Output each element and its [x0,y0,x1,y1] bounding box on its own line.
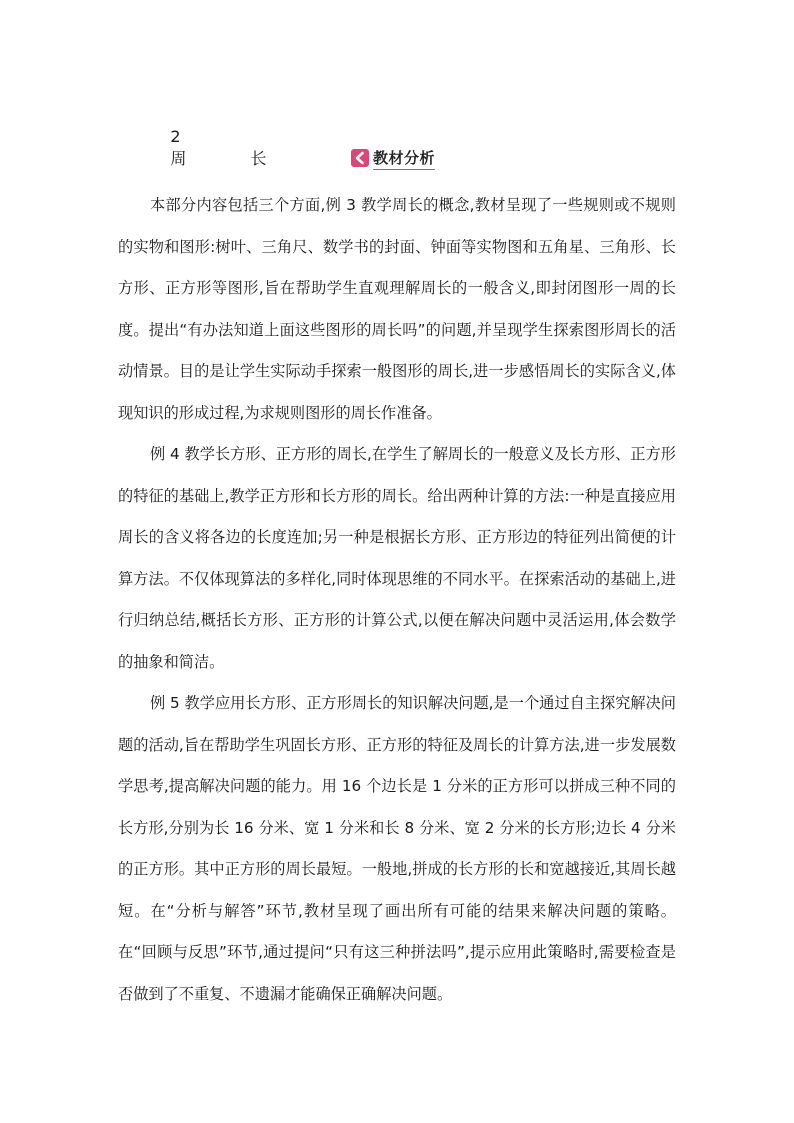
paragraph-example-3: 本部分内容包括三个方面,例 3 教学周长的概念,教材呈现了一些规则或不规则的实物和图形:树叶、三角尺、数学书的封面、钟面等实物图和五角星、三角形、长方形、正方形等图形,旨在帮助学生直观理解周长的一般含义,即封闭图形一周的长度。提出“有办法知道上面这些图形的周长吗”的问题,并呈现学生探索图形周长的活动情景。目的是让学生实际动手探索一般图形的周长,进一步感悟周长的实际含义,体现知识的形成过程,为求规则图形的周长作准备。 [118,196,676,422]
body-text [118,185,676,1015]
banner-label: 教材分析 [373,147,435,170]
paragraph-example-4: 例 4 教学长方形、正方形的周长,在学生了解周长的一般意义及长方形、正方形的特征的基础上,教学正方形和长方形的周长。给出两种计算的方法:一种是直接应用周长的含义将各边的长度连加;另一种是根据长方形、正方形边的特征列出简便的计算方法。不仅体现算法的多样化,同时体现思维的不同水平。在探索活动的基础上,进行归纳总结,概括长方形、正方形的计算公式,以便在解决问题中灵活运用,体会数学的抽象和简洁。 [118,445,676,671]
chevron-tag-icon [351,149,369,167]
section-number: 2 [170,127,181,146]
section-title: 周 长 [170,149,285,168]
section-heading [150,108,285,188]
paragraph-example-5: 例 5 教学应用长方形、正方形周长的知识解决问题,是一个通过自主探究解决问题的活动,旨在帮助学生巩固长方形、正方形的特征及周长的计算方法,进一步发展数学思考,提高解决问题的能力。用 16 个边长是 1 分米的正方形可以拼成三种不同的长方形,分别为长 16 分米、宽 1 分米和长 8 分米、宽 2 分米的长方形;边长 4 分米的正方形。其中正方形的周长最短。一般地,拼成的长方形的长和宽越接近,其周长越短。在“分析与解答”环节,教材呈现了画出所有可能的结果来解决问题的策略。 在“回顾与反思”环节,通过提问“只有这三种拼法吗”,提示应用此策略时,需要检查是否做到了不重复、不遗漏才能确保正确解决问题。 [118,694,676,1003]
textbook-analysis-banner [351,146,435,170]
